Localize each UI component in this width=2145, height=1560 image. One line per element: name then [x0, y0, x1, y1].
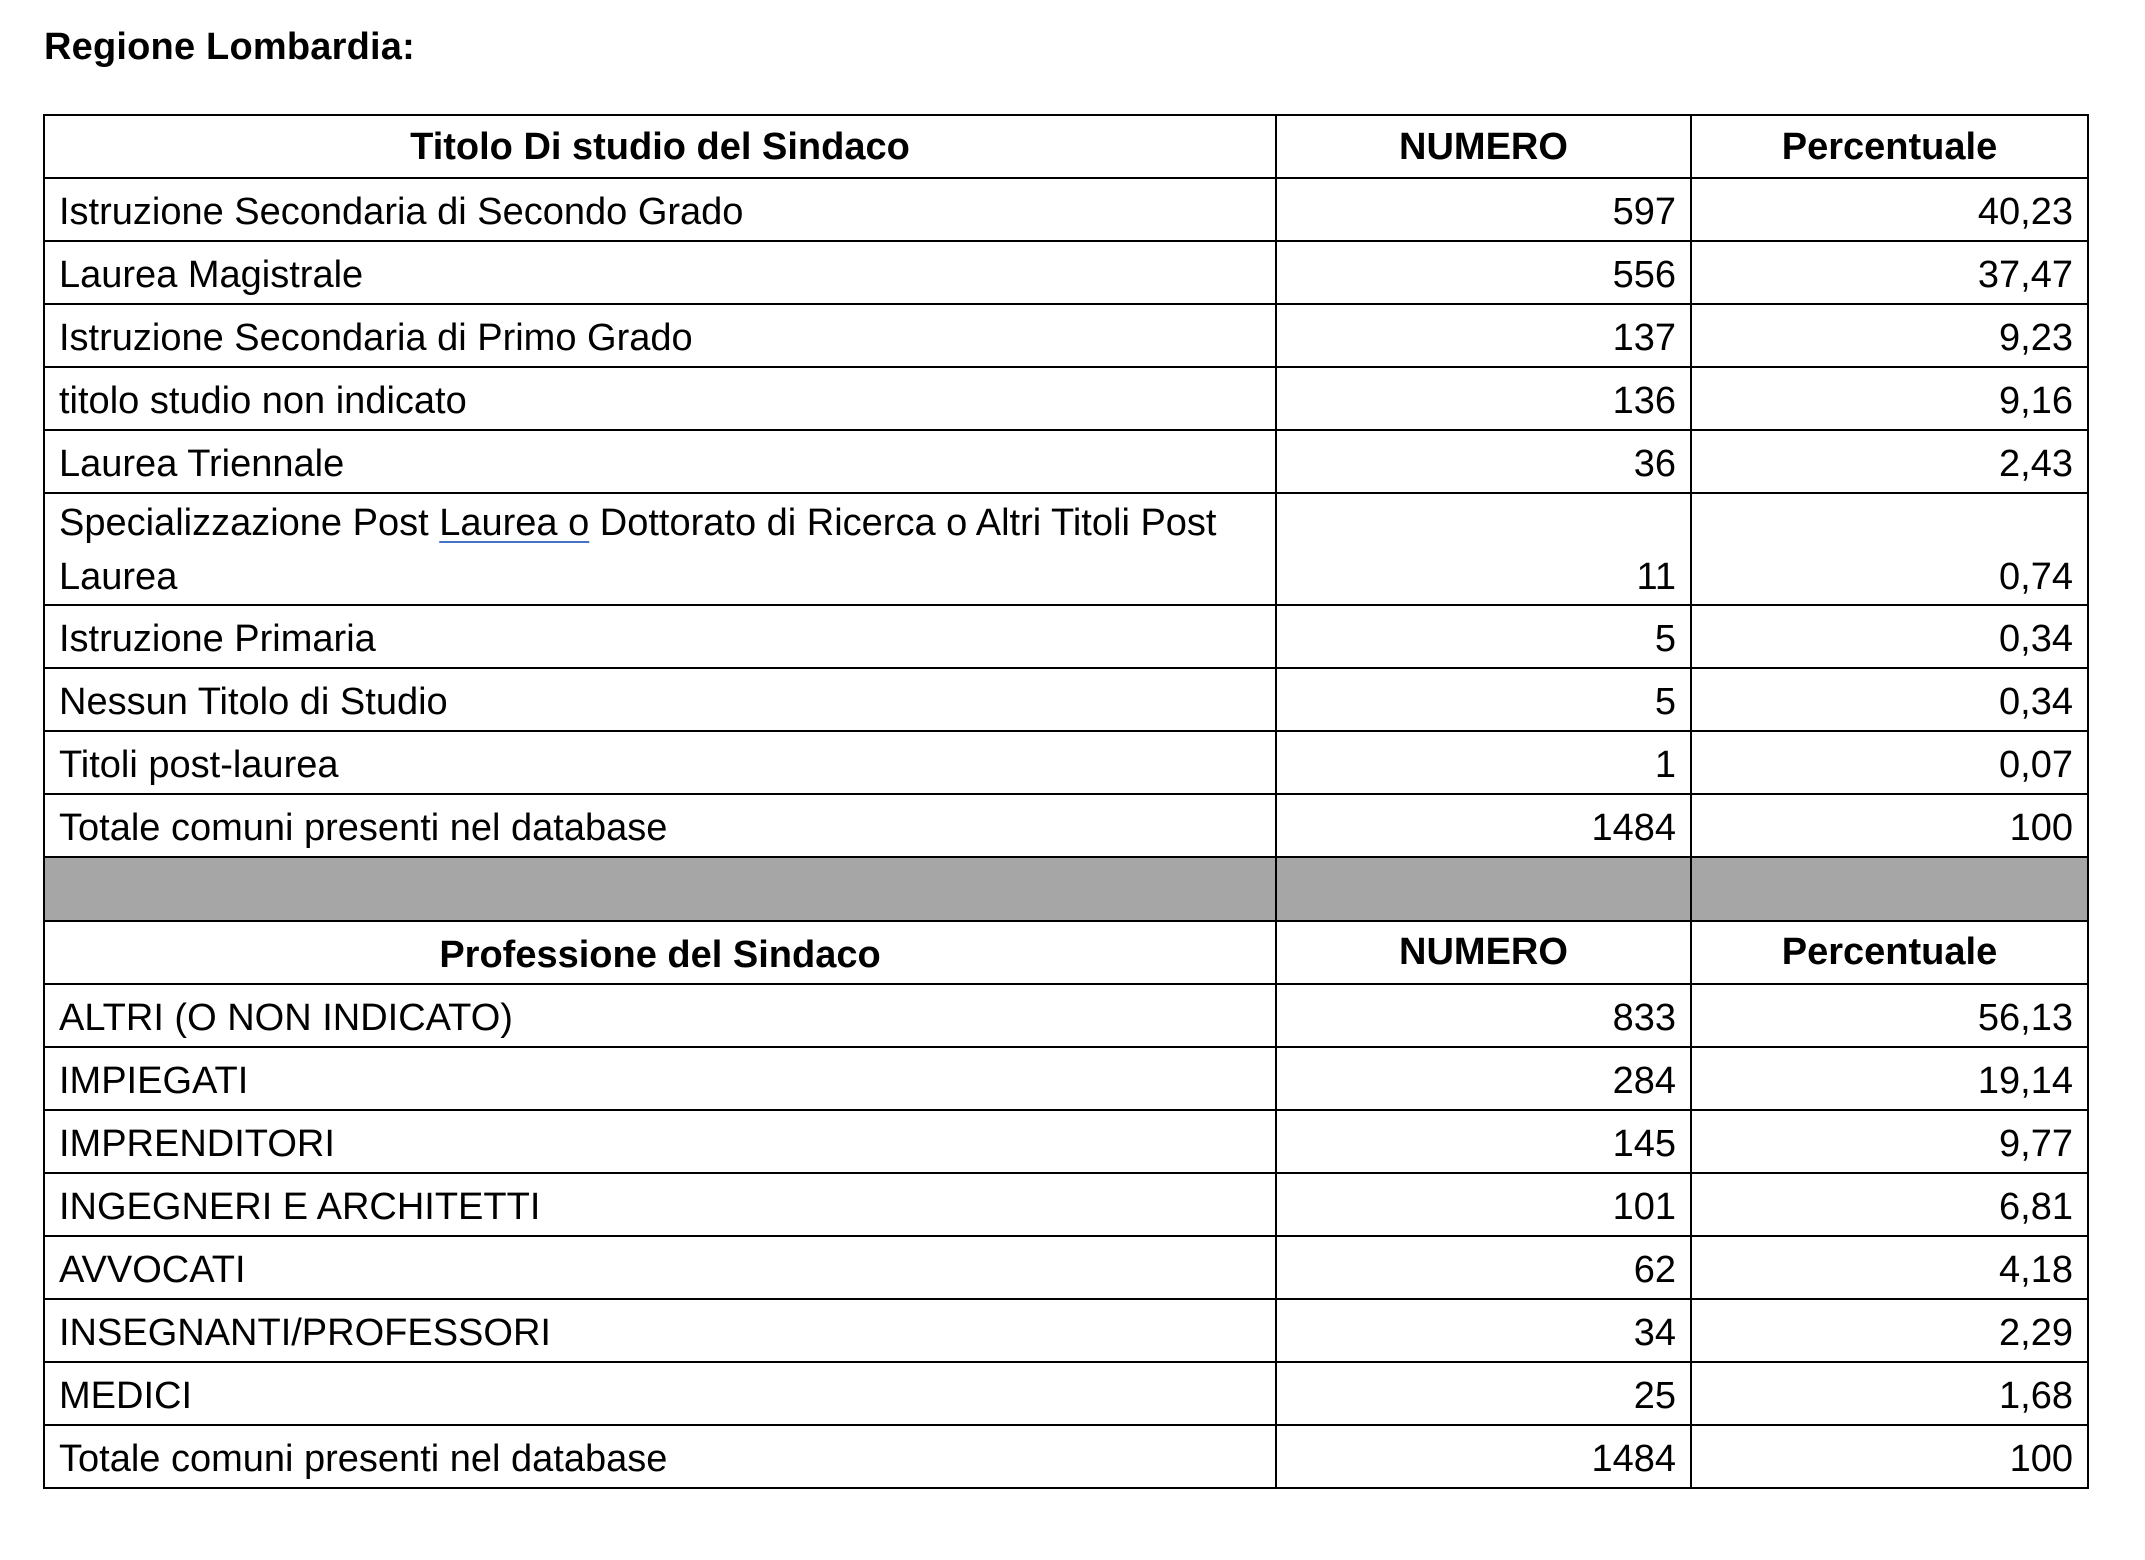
education-total-row	[44, 794, 2088, 857]
table-row	[44, 241, 2088, 304]
education-number: 36	[1276, 430, 1691, 493]
profession-number: 101	[1276, 1173, 1691, 1236]
table-row	[44, 1047, 2088, 1110]
education-percent: 9,23	[1691, 304, 2088, 367]
table-row	[44, 1362, 2088, 1425]
education-header-percent: Percentuale	[1691, 115, 2088, 178]
mayor-statistics-table	[43, 114, 2089, 1489]
profession-header-row	[44, 921, 2088, 984]
education-header-label: Titolo Di studio del Sindaco	[44, 115, 1276, 178]
education-number: 136	[1276, 367, 1691, 430]
table-row	[44, 367, 2088, 430]
education-number: 597	[1276, 178, 1691, 241]
profession-percent: 56,13	[1691, 984, 2088, 1047]
profession-percent: 1,68	[1691, 1362, 2088, 1425]
profession-label: MEDICI	[44, 1362, 1276, 1425]
profession-number: 833	[1276, 984, 1691, 1047]
education-number: 5	[1276, 668, 1691, 731]
education-number: 11	[1276, 493, 1691, 605]
table-row	[44, 304, 2088, 367]
education-total-number: 1484	[1276, 794, 1691, 857]
education-total-label: Totale comuni presenti nel database	[44, 794, 1276, 857]
separator-cell	[1276, 857, 1691, 921]
education-header-number: NUMERO	[1276, 115, 1691, 178]
education-number: 1	[1276, 731, 1691, 794]
education-number: 137	[1276, 304, 1691, 367]
profession-total-percent: 100	[1691, 1425, 2088, 1488]
table-row	[44, 178, 2088, 241]
profession-label: IMPIEGATI	[44, 1047, 1276, 1110]
education-label: Istruzione Secondaria di Primo Grado	[44, 304, 1276, 367]
table-row	[44, 493, 2088, 605]
table-row	[44, 1236, 2088, 1299]
table-row	[44, 731, 2088, 794]
profession-total-number: 1484	[1276, 1425, 1691, 1488]
profession-percent: 19,14	[1691, 1047, 2088, 1110]
education-label: Laurea Triennale	[44, 430, 1276, 493]
profession-percent: 4,18	[1691, 1236, 2088, 1299]
table-row	[44, 1110, 2088, 1173]
education-percent: 40,23	[1691, 178, 2088, 241]
separator-cell	[44, 857, 1276, 921]
profession-number: 145	[1276, 1110, 1691, 1173]
profession-number: 34	[1276, 1299, 1691, 1362]
profession-header-label: Professione del Sindaco	[44, 921, 1276, 984]
profession-total-label: Totale comuni presenti nel database	[44, 1425, 1276, 1488]
profession-label: AVVOCATI	[44, 1236, 1276, 1299]
table-row	[44, 605, 2088, 668]
profession-percent: 2,29	[1691, 1299, 2088, 1362]
profession-number: 62	[1276, 1236, 1691, 1299]
education-label: Nessun Titolo di Studio	[44, 668, 1276, 731]
profession-label: INGEGNERI E ARCHITETTI	[44, 1173, 1276, 1236]
page-title: Regione Lombardia:	[44, 26, 415, 68]
profession-label: INSEGNANTI/PROFESSORI	[44, 1299, 1276, 1362]
education-percent: 0,74	[1691, 493, 2088, 605]
education-percent: 0,07	[1691, 731, 2088, 794]
education-label: titolo studio non indicato	[44, 367, 1276, 430]
table-row	[44, 1173, 2088, 1236]
education-label: Istruzione Secondaria di Secondo Grado	[44, 178, 1276, 241]
education-percent: 2,43	[1691, 430, 2088, 493]
table-row	[44, 1299, 2088, 1362]
profession-total-row	[44, 1425, 2088, 1488]
table-row	[44, 984, 2088, 1047]
education-total-percent: 100	[1691, 794, 2088, 857]
profession-header-percent: Percentuale	[1691, 921, 2088, 984]
education-percent: 0,34	[1691, 605, 2088, 668]
education-percent: 0,34	[1691, 668, 2088, 731]
separator-cell	[1691, 857, 2088, 921]
profession-number: 284	[1276, 1047, 1691, 1110]
table-row	[44, 430, 2088, 493]
education-number: 556	[1276, 241, 1691, 304]
profession-percent: 6,81	[1691, 1173, 2088, 1236]
profession-label: ALTRI (O NON INDICATO)	[44, 984, 1276, 1047]
separator-row	[44, 857, 2088, 921]
education-label: Istruzione Primaria	[44, 605, 1276, 668]
education-percent: 9,16	[1691, 367, 2088, 430]
education-label	[44, 493, 1276, 605]
profession-percent: 9,77	[1691, 1110, 2088, 1173]
profession-label: IMPRENDITORI	[44, 1110, 1276, 1173]
spellcheck-underline: Laurea o	[439, 502, 590, 544]
profession-header-number: NUMERO	[1276, 921, 1691, 984]
education-header-row	[44, 115, 2088, 178]
education-label: Laurea Magistrale	[44, 241, 1276, 304]
label-suffix: Dottorato di Ricerca o Altri Titoli Post Laurea	[59, 502, 1217, 598]
table-row	[44, 668, 2088, 731]
education-percent: 37,47	[1691, 241, 2088, 304]
label-prefix: Specializzazione Post	[59, 502, 440, 544]
education-label: Titoli post-laurea	[44, 731, 1276, 794]
education-number: 5	[1276, 605, 1691, 668]
profession-number: 25	[1276, 1362, 1691, 1425]
